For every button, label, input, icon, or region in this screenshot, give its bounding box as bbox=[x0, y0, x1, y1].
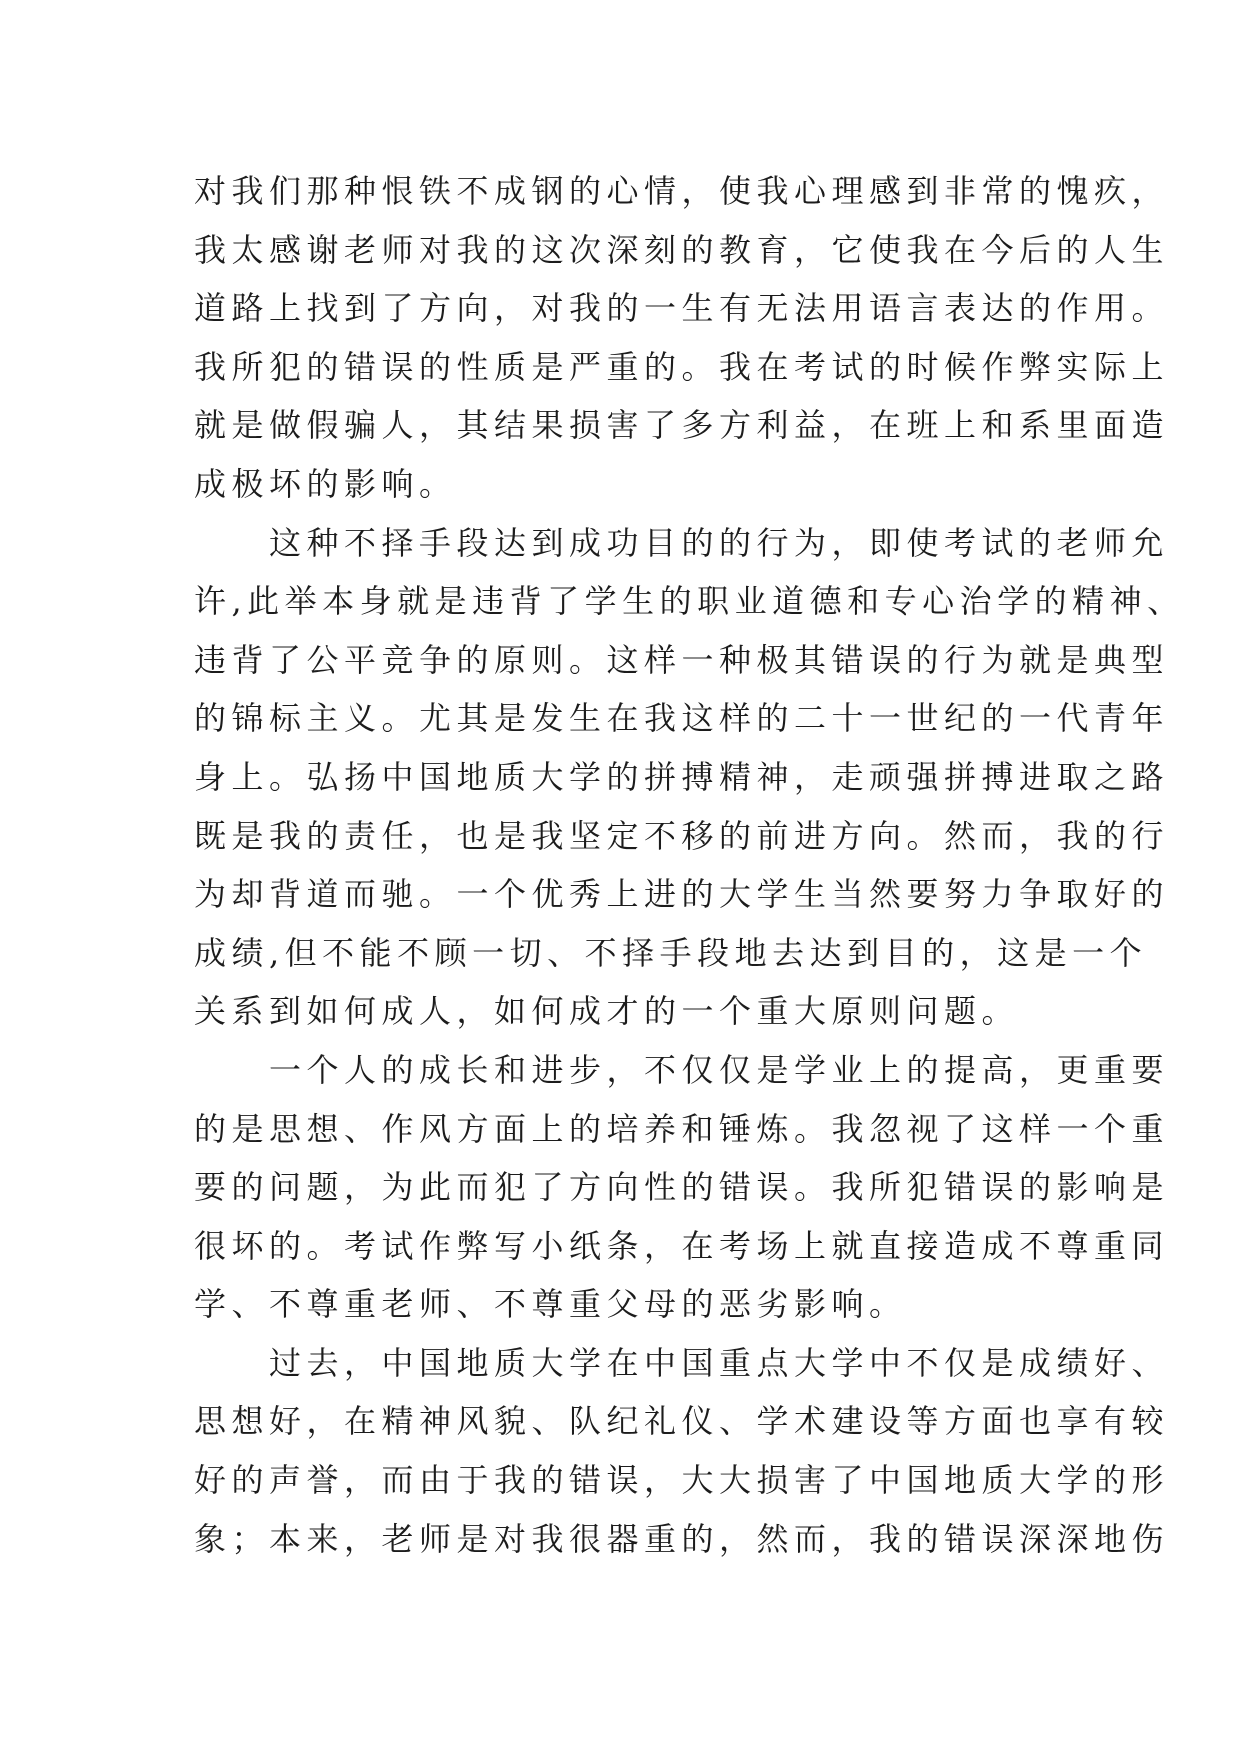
text-line: 身上。弘扬中国地质大学的拼搏精神，走顽强拼搏进取之路 bbox=[194, 757, 1170, 796]
text-line: 成绩,但不能不顾一切、不择手段地去达到目的，这是一个 bbox=[194, 933, 1148, 972]
text-line: 思想好，在精神风貌、队纪礼仪、学术建设等方面也享有较 bbox=[194, 1402, 1170, 1441]
body-text bbox=[194, 162, 1185, 1568]
text-line: 一个人的成长和进步，不仅仅是学业上的提高，更重要 bbox=[269, 1050, 1170, 1089]
text-line: 违背了公平竞争的原则。这样一种极其错误的行为就是典型 bbox=[194, 640, 1170, 679]
text-line: 好的声誉，而由于我的错误，大大损害了中国地质大学的形 bbox=[194, 1461, 1170, 1500]
text-line: 许,此举本身就是违背了学生的职业道德和专心治学的精神、 bbox=[194, 582, 1185, 621]
text-line: 这种不择手段达到成功目的的行为，即使考试的老师允 bbox=[269, 523, 1170, 562]
text-line: 要的问题，为此而犯了方向性的错误。我所犯错误的影响是 bbox=[194, 1168, 1170, 1207]
text-line: 关系到如何成人，如何成才的一个重大原则问题。 bbox=[194, 992, 1020, 1031]
text-line: 学、不尊重老师、不尊重父母的恶劣影响。 bbox=[194, 1285, 907, 1324]
text-line: 象；本来，老师是对我很器重的，然而，我的错误深深地伤 bbox=[194, 1519, 1170, 1558]
text-line: 道路上找到了方向，对我的一生有无法用语言表达的作用。 bbox=[194, 289, 1170, 328]
text-line: 我所犯的错误的性质是严重的。我在考试的时候作弊实际上 bbox=[194, 347, 1170, 386]
text-line: 很坏的。考试作弊写小纸条，在考场上就直接造成不尊重同 bbox=[194, 1226, 1170, 1265]
text-line: 既是我的责任，也是我坚定不移的前进方向。然而，我的行 bbox=[194, 816, 1170, 855]
text-line: 对我们那种恨铁不成钢的心情，使我心理感到非常的愧疚， bbox=[194, 172, 1170, 210]
text-line: 就是做假骗人，其结果损害了多方利益，在班上和系里面造 bbox=[194, 406, 1170, 445]
text-line: 的锦标主义。尤其是发生在我这样的二十一世纪的一代青年 bbox=[194, 699, 1170, 738]
text-line: 成极坏的影响。 bbox=[194, 464, 457, 503]
text-line: 的是思想、作风方面上的培养和锤炼。我忽视了这样一个重 bbox=[194, 1109, 1170, 1148]
text-line: 过去，中国地质大学在中国重点大学中不仅是成绩好、 bbox=[269, 1343, 1170, 1382]
text-line: 我太感谢老师对我的这次深刻的教育，它使我在今后的人生 bbox=[194, 230, 1170, 269]
text-line: 为却背道而驰。一个优秀上进的大学生当然要努力争取好的 bbox=[194, 875, 1170, 914]
